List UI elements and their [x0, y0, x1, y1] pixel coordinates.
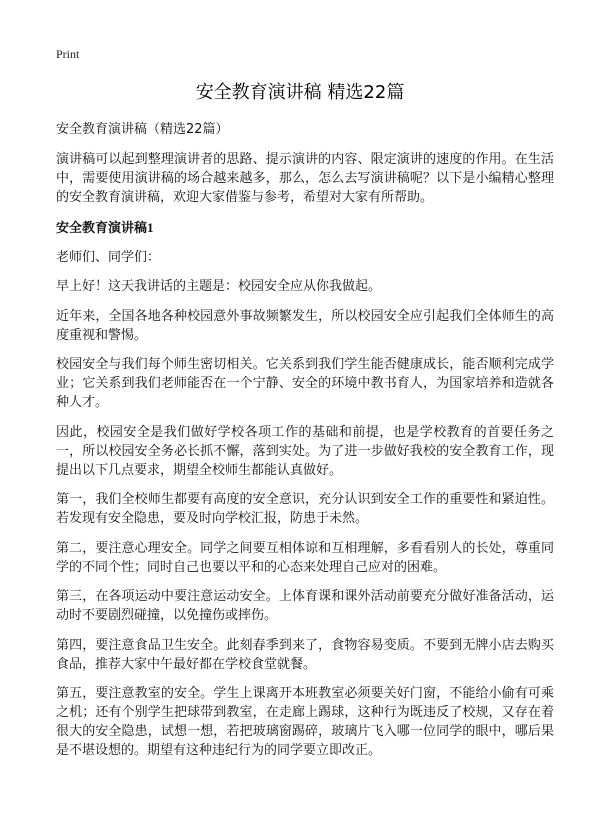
- section-heading: [56, 218, 554, 238]
- section-heading-text: 安全教育演讲稿: [56, 220, 148, 236]
- paragraph: 早上好！这天我讲话的主题是：校园安全应从你我做起。: [56, 279, 382, 294]
- paragraph-point-4: 第四，要注意食品卫生安全。此刻春季到来了，食物容易变质。不要到无牌小店去购买食品，推荐大家中午最好都在学校食堂就餐。: [56, 637, 554, 672]
- paragraph: 近年来，全国各地各种校园意外事故频繁发生，所以校园安全应引起我们全体师生的高度重视和警惕。: [56, 308, 554, 343]
- paragraph-point-5: 第五，要注意教室的安全。学生上课离开本班教室必须要关好门窗，不能给小偷有可乘之机；还有个别学生把球带到教室，在走廊上踢球，这种行为既违反了校规，又存在着很大的安全隐患，试想一想，若把玻璃窗踢碎，玻璃片飞入哪一位同学的眼中，哪后果是不堪设想的。期望有这种违纪行为的同学要立即改正。: [56, 686, 554, 758]
- paragraph: 校园安全与我们每个师生密切相关。它关系到我们学生能否健康成长，能否顺利完成学业；它关系到我们老师能否在一个宁静、安全的环境中教书育人，为国家培养和造就各种人才。: [56, 357, 554, 410]
- print-label: Print: [56, 47, 80, 61]
- paragraph-point-2: 第二，要注意心理安全。同学之间要互相体谅和互相理解，多看看别人的长处，尊重同学的不同个性；同时自己也要以平和的心态来处理自己应对的困难。: [56, 540, 554, 575]
- document-body: [56, 150, 554, 771]
- section-heading-number: 1: [147, 219, 154, 235]
- intro-paragraph: 演讲稿可以起到整理演讲者的思路、提示演讲的内容、限定演讲的速度的作用。在生活中，需要使用演讲稿的场合越来越多，那么，怎么去写演讲稿呢？以下是小编精心整理的安全教育演讲稿，欢迎大家借鉴与参考，希望对大家有所帮助。: [56, 152, 554, 205]
- paragraph-point-3: 第三，在各项运动中要注意运动安全。上体育课和课外活动前要充分做好准备活动，运动时不要剧烈碰撞，以免撞伤或摔伤。: [56, 589, 554, 623]
- document-title: 安全教育演讲稿 精选22篇: [195, 82, 405, 103]
- paragraph-greeting: 老师们、同学们：: [56, 249, 161, 265]
- paragraph: 因此，校园安全是我们做好学校各项工作的基础和前提，也是学校教育的首要任务之一，所以校园安全务必长抓不懈，落到实处。为了进一步做好我校的安全教育工作，现提出以下几点要求，期望全校师生都能认真做好。: [56, 424, 554, 478]
- document-subtitle: 安全教育演讲稿（精选22篇）: [56, 122, 229, 137]
- paragraph-point-1: 第一，我们全校师生都要有高度的安全意识，充分认识到安全工作的重要性和紧迫性。若发现有安全隐患，要及时向学校汇报，防患于未然。: [56, 492, 554, 526]
